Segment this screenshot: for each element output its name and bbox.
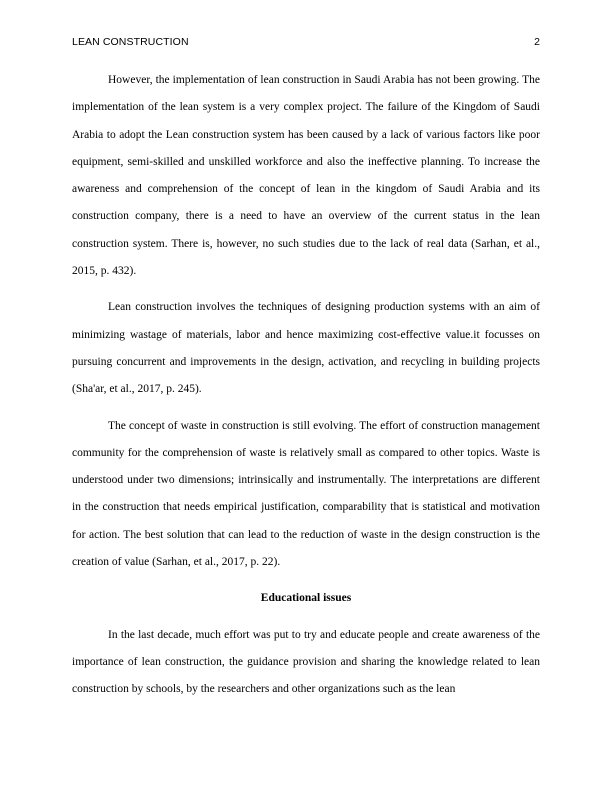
paragraph-gap: [72, 285, 540, 294]
document-body: [72, 67, 540, 704]
paragraph-gap: [72, 613, 540, 622]
running-head: LEAN CONSTRUCTION: [72, 36, 189, 48]
body-paragraph: The concept of waste in construction is still evolving. The effort of construction management community for the comprehension of waste is relatively small as compared to other topics. Waste is understood under two dimensions; intrinsically and instrumentally. The interpretations are different in the construction that needs empirical justification, comparability that is statistical and motivation for action. The best solution that can lead to the reduction of waste in the design construction is the creation of value (Sarhan, et al., 2017, p. 22).: [72, 419, 540, 569]
body-paragraph: Lean construction involves the techniques of designing production systems with an aim of minimizing wastage of materials, labor and hence maximizing cost-effective value.it focusses on pursuing concurrent and improvements in the design, activation, and recycling in building projects (Sha'ar, et al., 2017, p. 245).: [72, 301, 540, 396]
paragraph-gap: [72, 404, 540, 413]
page-number: 2: [534, 36, 540, 48]
body-paragraph: However, the implementation of lean construction in Saudi Arabia has not been growing. The implementation of the lean system is a very complex project. The failure of the Kingdom of Saudi Arabia to adopt the Lean construction system has been caused by a lack of various factors like poor equipment, semi-skilled and unskilled workforce and also the ineffective planning. To increase the awareness and comprehension of the concept of lean in the kingdom of Saudi Arabia and its construction company, there is a need to have an overview of the current status in the lean construction system. There is, however, no such studies due to the lack of real data (Sarhan, et al., 2015, p. 432).: [72, 74, 540, 278]
paragraph-gap: [72, 576, 540, 585]
section-heading: Educational issues: [260, 592, 352, 605]
body-paragraph: In the last decade, much effort was put to try and educate people and create awareness of the importance of lean construction, the guidance provision and sharing the knowledge related to lean construction by schools, by the researchers and other organizations such as the lean: [72, 628, 540, 696]
